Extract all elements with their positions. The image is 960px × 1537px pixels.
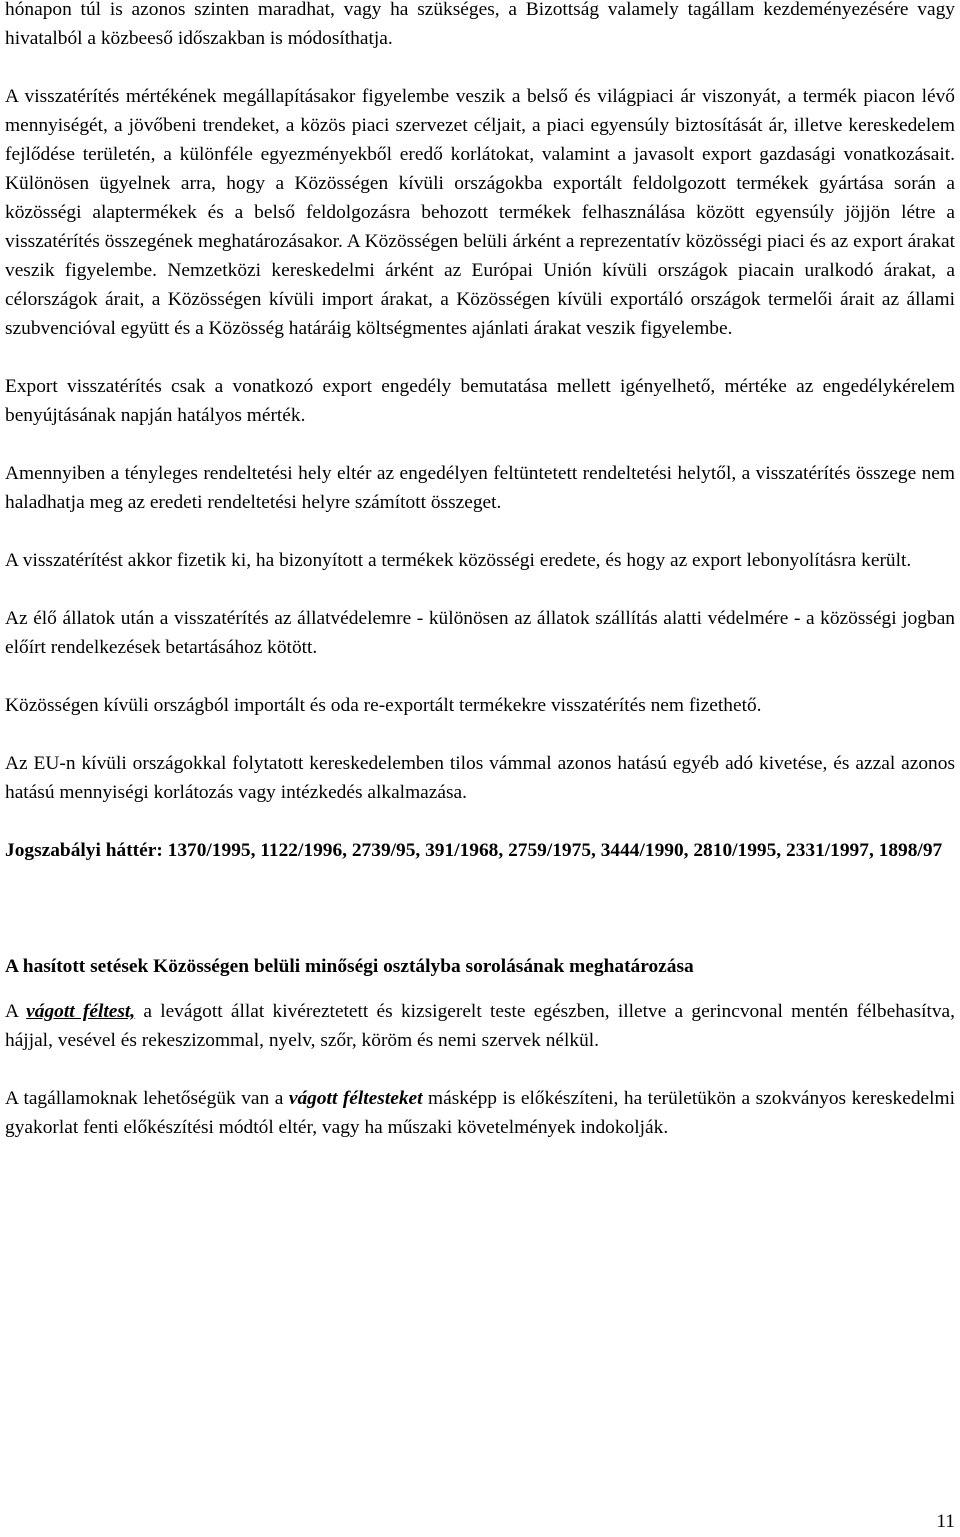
paragraph-reexport: Közösségen kívüli országból importált és oda re-exportált termékekre visszatérítés nem fizethető. bbox=[5, 695, 762, 716]
definition-prefix: A bbox=[5, 1001, 27, 1022]
paragraph-definition bbox=[5, 997, 955, 1055]
page-number: 11 bbox=[936, 1511, 955, 1532]
section-heading: A hasított setések Közösségen belüli minőségi osztályba sorolásának meghatározása bbox=[5, 956, 694, 977]
paragraph-payment: A visszatérítést akkor fizetik ki, ha bizonyított a termékek közösségi eredete, és hogy az export lebonyolításra került. bbox=[5, 550, 912, 571]
paragraph-export-license: Export visszatérítés csak a vonatkozó export engedély bemutatása mellett igényelhető, mértéke az engedélykérelem benyújtásának napján hatályos mérték. bbox=[5, 376, 955, 426]
member-states-text: másképp is előkészíteni, ha területükön a szokványos kereskedelmi gyakorlat fenti előkészítési módtól eltér, vagy ha műszaki követelmények indokolják. bbox=[5, 1088, 955, 1138]
paragraph-eu-trade: Az EU-n kívüli országokkal folytatott kereskedelemben tilos vámmal azonos hatású egyéb adó kivetése, és azzal azonos hatású mennyiségi korlátozás vagy intézkedés alkalmazása. bbox=[5, 753, 955, 803]
paragraph-member-states bbox=[5, 1084, 955, 1142]
member-states-term: vágott féltesteket bbox=[288, 1088, 423, 1109]
paragraph-live-animals: Az élő állatok után a visszatérítés az állatvédelemre - különösen az állatok szállítás alatti védelmére - a közösségi jogban előírt rendelkezések betartásához kötött. bbox=[5, 608, 955, 658]
legal-basis: Jogszabályi háttér: 1370/1995, 1122/1996, 2739/95, 391/1968, 2759/1975, 3444/1990, 2810/1995, 2331/1997, 1898/97 bbox=[5, 840, 943, 861]
definition-text: a levágott állat kivéreztetett és kizsigerelt teste egészben, illetve a gerincvonal mentén félbehasítva, hájjal, vesével és rekeszizommal, nyelv, szőr, köröm és nemi szervek nélkül. bbox=[5, 1001, 955, 1051]
document-page bbox=[5, 0, 955, 1142]
member-states-prefix: A tagállamoknak lehetőségük van a bbox=[5, 1088, 289, 1109]
paragraph-refund-rate: A visszatérítés mértékének megállapításakor figyelembe veszik a belső és világpiaci ár viszonyát, a termék piacon lévő mennyiségét, a jövőbeni trendeket, a közös piaci szervezet céljait, a piaci egyensúly biztosítását ár, illetve kereskedelem fejlődése területén, a különféle egyezményekből eredő korlátokat, valamint a javasolt export gazdasági vonatkozásait. Különösen ügyelnek arra, hogy a Közösségen kívüli országokba exportált feldolgozott termékek gyártása során a közösségi alaptermékek és a belső feldolgozásra behozott termékek felhasználása között egyensúly jöjjön létre a visszatérítés összegének meghatározásakor. A Közösségen belüli árként a reprezentatív közösségi piaci és az export árakat veszik figyelembe. Nemzetközi kereskedelmi árként az Európai Unión kívüli országok piacain uralkodó árakat, a célországok árait, a Közösségen kívüli import árakat, a Közösségen kívüli exportáló országok termelői árait az állami szubvencióval együtt és a Közösség határáig költségmentes ajánlati árakat veszik figyelembe. bbox=[5, 86, 955, 339]
paragraph-destination: Amennyiben a tényleges rendeltetési hely eltér az engedélyen feltüntetett rendeltetési helytől, a visszatérítés összege nem haladhatja meg az eredeti rendeltetési helyre számított összeget. bbox=[5, 463, 955, 513]
paragraph-1: hónapon túl is azonos szinten maradhat, vagy ha szükséges, a Bizottság valamely tagállam kezdeményezésére vagy hivatalból a közbeeső időszakban is módosíthatja. bbox=[5, 0, 955, 49]
defined-term: vágott féltest, bbox=[26, 1001, 136, 1022]
